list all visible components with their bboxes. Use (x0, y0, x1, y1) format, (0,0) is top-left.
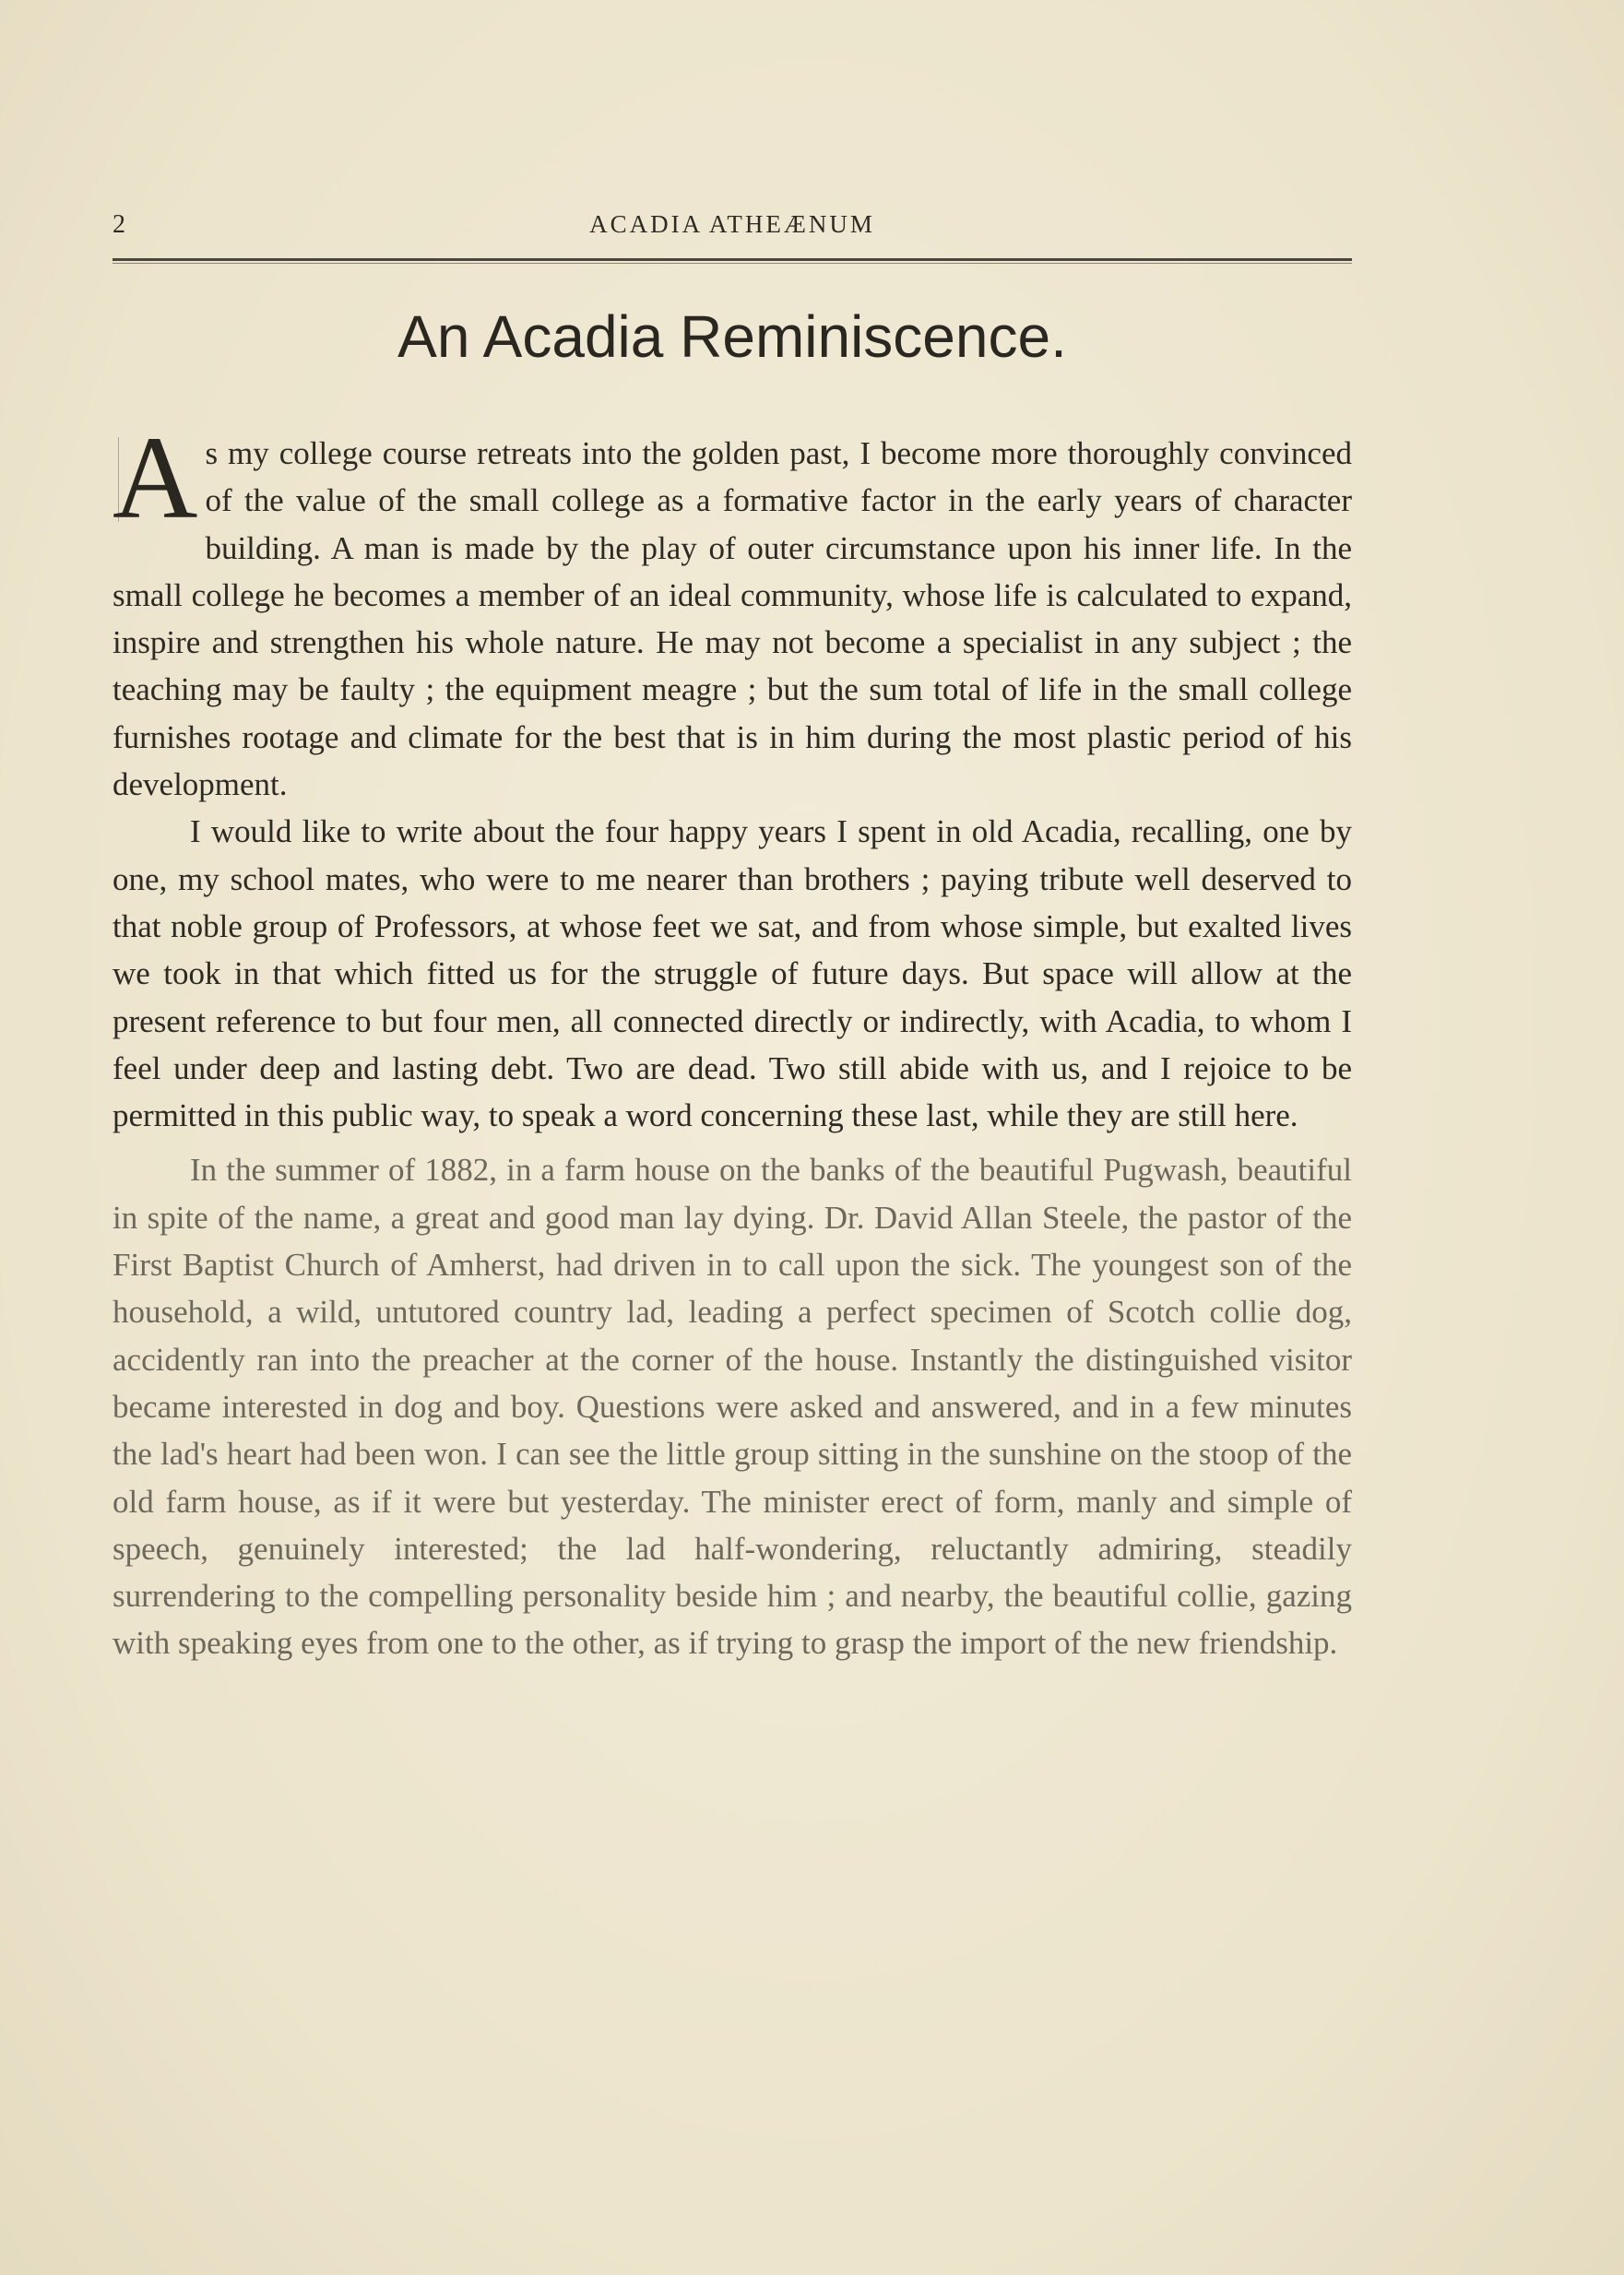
article-title: An Acadia Reminiscence. (397, 303, 1067, 370)
header-rule-thin (113, 263, 1352, 264)
paragraph (113, 1146, 1352, 1666)
paragraph-text: I would like to write about the four happy years I spent in old Acadia, recalling, one by one, my school mates, who were to me nearer than brothers ; paying tribute well deserved to that noble group of Professors, at whose feet we sat, and from whose simple, but exalted lives we took in that which fitted us for the struggle of future days. But space will allow at the present reference to but four men, all connected directly or indirectly, with Acadia, to whom I feel under deep and lasting debt. Two are dead. Two still abide with us, and I rejoice to be permitted in this public way, to speak a word concerning these last, while they are still here. (113, 813, 1352, 1134)
page-number: 2 (113, 210, 126, 239)
paragraph-text: In the summer of 1882, in a farm house on the banks of the beautiful Pugwash, beautiful in spite of the name, a great and good man lay dying. Dr. David Allan Steele, the pastor of the First Baptist Church of Amherst, had driven in to call upon the sick. The youngest son of the household, a wild, untutored country lad, leading a perfect specimen of Scotch collie dog, accidently ran into the preacher at the corner of the house. Instantly the distinguished visitor became interested in dog and boy. Questions were asked and answered, and in a few minutes the lad's heart had been won. I can see the little group sitting in the sunshine on the stoop of the old farm house, as if it were but yesterday. The minister erect of form, manly and simple of speech, genuinely interested; the lad half-wondering, reluctantly admiring, steadily surrendering to the compelling personality beside him ; and nearby, the beautiful collie, gazing with speaking eyes from one to the other, as if trying to grasp the import of the new friendship. (113, 1152, 1352, 1662)
article-body (113, 412, 1352, 1667)
page-header (113, 210, 1352, 247)
paragraph (113, 412, 1352, 808)
header-rule (113, 258, 1352, 261)
drop-cap: A (113, 412, 198, 543)
running-head: ACADIA ATHEÆNUM (589, 210, 875, 238)
paragraph (113, 808, 1352, 1139)
paragraph-text: s my college course retreats into the golden past, I become more thoroughly convinced of the value of the small college as a formative factor in the early years of character building. A man is made by the play of outer circumstance upon his inner life. In the small college he becomes a member of an ideal community, whose life is calculated to expand, inspire and strengthen his whole nature. He may not become a specialist in any subject ; the teaching may be faulty ; the equipment meagre ; but the sum total of life in the small college furnishes rootage and climate for the best that is in him during the most plastic period of his development. (113, 435, 1352, 803)
